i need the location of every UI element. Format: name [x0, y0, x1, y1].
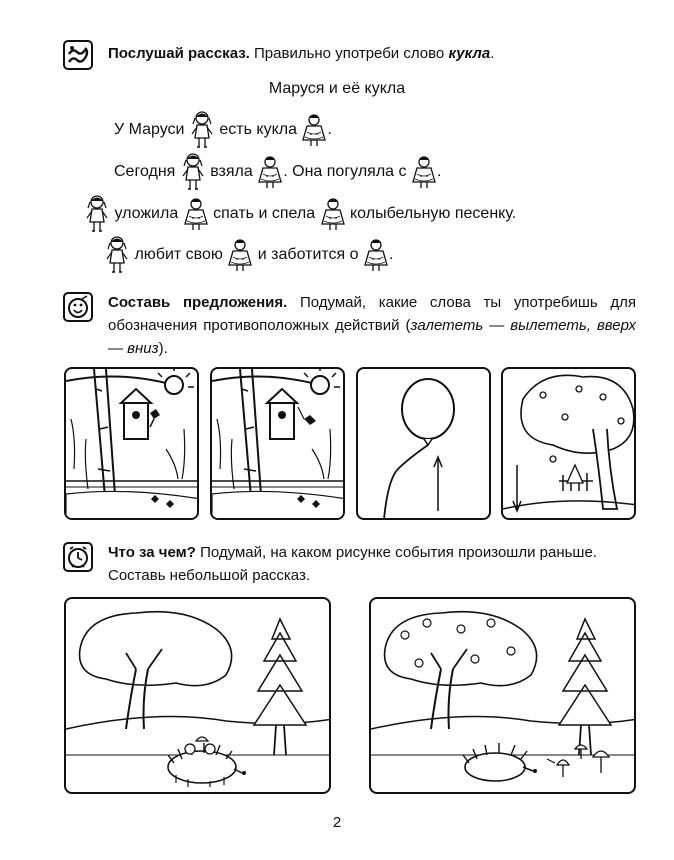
- girl-picture: [180, 152, 206, 192]
- picture-balloon-up: [356, 367, 491, 520]
- task3-heading: [108, 541, 648, 587]
- girl-picture: [104, 235, 130, 275]
- task1-end: .: [490, 45, 495, 62]
- task2-title: Составь предложения.: [108, 294, 288, 311]
- doll-picture: [183, 196, 209, 232]
- story-title: Маруся и её кукла: [268, 80, 406, 97]
- story-text: .: [389, 246, 394, 264]
- story-text: есть кукла: [219, 121, 298, 139]
- task3-title: Что за чем?: [108, 544, 196, 561]
- doll-picture: [301, 112, 327, 148]
- story-text: уложила: [114, 205, 179, 223]
- task2-end: ).: [158, 340, 168, 357]
- doll-picture: [363, 237, 389, 273]
- listen-task-icon: [63, 40, 93, 70]
- story-text: колыбельную песенку.: [350, 205, 517, 223]
- clock-task-icon: [63, 542, 93, 572]
- girl-picture: [189, 110, 215, 150]
- task1-keyword: кукла: [448, 45, 491, 62]
- picture-apples-falling: [501, 367, 636, 520]
- picture-bird-flying-in: [64, 367, 199, 520]
- task1-title: Послушай рассказ.: [108, 45, 250, 62]
- story-text: спать и спела: [213, 205, 316, 223]
- task3-text: Подумай, на каком рисунке события произошли раньше. Составь небольшой рассказ.: [108, 544, 597, 584]
- story-text: Сегодня: [114, 163, 176, 181]
- story-line-1: [114, 110, 332, 150]
- story-text: взяла: [210, 163, 253, 181]
- story-line-3: [84, 194, 516, 234]
- task2-examples: залететь — вылететь, вверх — вниз: [108, 317, 636, 357]
- story-text: .: [327, 121, 332, 139]
- speak-task-icon: [63, 292, 93, 322]
- story-text: . Она погуляла с: [283, 163, 407, 181]
- task2-text: Подумай, какие слова ты употребишь для обозначения противоположных действий (: [108, 294, 636, 334]
- story-text: У Маруси: [114, 121, 185, 139]
- doll-picture: [320, 196, 346, 232]
- doll-picture: [411, 154, 437, 190]
- task2-heading: [108, 291, 636, 360]
- picture-hedgehog-autumn: [64, 597, 331, 794]
- picture-hedgehog-summer: [369, 597, 636, 794]
- picture-bird-flying-out: [210, 367, 345, 520]
- doll-picture: [227, 237, 253, 273]
- story-text: любит свою: [134, 246, 223, 264]
- girl-picture: [84, 194, 110, 234]
- task1-heading: [108, 42, 628, 65]
- story-line-2: [114, 152, 441, 192]
- story-text: и заботится о: [257, 246, 359, 264]
- story-text: .: [436, 163, 442, 181]
- story-line-4: [104, 235, 393, 275]
- task1-instruction: Правильно употреби слово: [254, 45, 449, 62]
- page-number: 2: [332, 814, 342, 831]
- doll-picture: [257, 154, 283, 190]
